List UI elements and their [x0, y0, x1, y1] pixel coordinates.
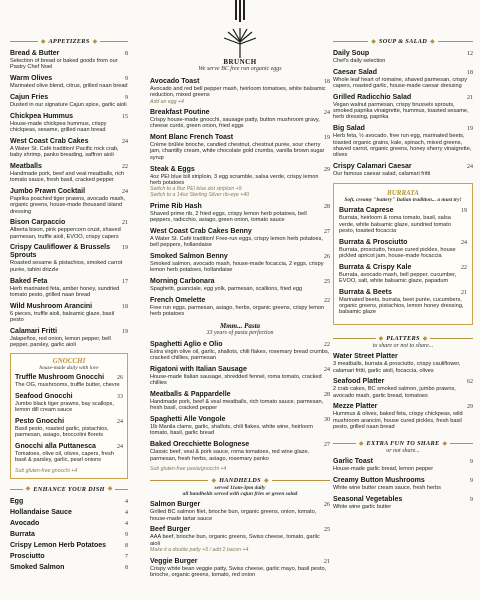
handhelds-subtitle: served 11am-3pm daily	[214, 485, 266, 492]
item-description: Tomatoes, olive oil, olives, capers, fresh basil & parsley, garlic, pearl onions	[15, 450, 114, 464]
menu-item	[10, 219, 128, 240]
burrata-list	[339, 207, 467, 315]
item-name: Jumbo Prawn Cocktail	[10, 187, 86, 195]
item-description: 2 crab cakes, BC smoked salmon, jumbo prawns, avocado mash, garlic bread, tomatoes	[333, 386, 456, 399]
item-price: 28	[324, 203, 330, 210]
item-description: Crispy white bean veggie patty, Swiss cheese, garlic mayo, basil pesto, brioche, organic greens, tomato, red onion	[150, 565, 327, 578]
item-price: 22	[324, 297, 330, 304]
item-description: House-made chickpea hummus, crispy chickpeas, sesame, grilled naan bread	[10, 120, 107, 133]
item-description: Roasted sesame & pistachios, smoked carrot purée, tahini drizzle	[10, 260, 123, 273]
item-description: A Water St. Café tradition! Pacific rock crab, baby shrimp, panko breading, saffron aioli	[10, 145, 119, 159]
item-name: Egg	[10, 497, 24, 505]
item-description: White wine butter cream sauce, fresh herbs	[333, 485, 441, 492]
item-price: 21	[467, 94, 473, 101]
menu-item	[150, 297, 330, 318]
item-name: Veggie Burger	[150, 557, 198, 565]
item-description: Classic beef, veal & pork sauce, roma tomatoes, red wine glaze, parmesan, fresh herbs, asiago, rosemary panko	[150, 449, 310, 462]
item-price: 29	[324, 166, 330, 173]
item-price: 12	[467, 51, 473, 57]
gnocchi-box	[10, 353, 128, 479]
menu-item	[150, 253, 330, 274]
menu-item	[15, 418, 123, 439]
item-description: Grilled BC salmon filet, brioche bun, organic greens, onion, tomato, house-made tartar sauce	[150, 509, 317, 522]
item-note: Make it a double patty +5 / add 2 bacon +4	[150, 547, 249, 553]
item-price: 4	[125, 498, 128, 505]
burrata-title: BURRATA	[387, 189, 419, 198]
extra-list	[333, 458, 473, 510]
item-description: Extra virgin olive oil, garlic, shallots, chili flakes, rosemary bread crumbs, cracked chillies, parmesan	[150, 348, 330, 362]
item-description: Hummus & olives, baked feta, crispy chickpeas, wild mushroom arancini, house cured pickles, fresh basil pesto, grilled naan bread	[333, 411, 463, 431]
item-description: House-made garlic bread, lemon pepper	[333, 466, 434, 473]
item-price: 19	[122, 328, 128, 335]
item-price: 24	[324, 110, 330, 117]
item-description: Chef's daily selection	[333, 58, 386, 64]
item-description: Selection of bread or baked goods from our Pastry Chef Noel	[10, 58, 118, 71]
item-note: Add an egg +4	[150, 98, 184, 105]
item-price: 9	[125, 531, 128, 538]
menu-item	[10, 542, 128, 550]
menu-item	[15, 443, 123, 464]
item-price: 24	[122, 188, 128, 195]
menu-item	[333, 50, 473, 64]
item-name: Seafood Platter	[333, 378, 385, 386]
item-note: Switch to a 14oz Sterling Silver rib-eye +40	[150, 192, 250, 199]
brunch-subtitle: We serve BC free run organic eggs	[198, 66, 282, 72]
menu-item	[10, 303, 128, 324]
extra-header: ◆ EXTRA FUN TO SHARE ◆	[333, 440, 473, 447]
gnocchi-subtitle: house-made daily with love	[39, 364, 99, 371]
menu-item	[339, 207, 467, 234]
item-price: 62	[467, 379, 473, 386]
item-description: White wine garlic butter	[333, 503, 392, 510]
menu-item	[10, 188, 128, 215]
menu-item	[333, 69, 473, 90]
item-name: Garlic Toast	[333, 458, 373, 466]
menu-item	[150, 501, 330, 522]
item-description: Burrata, heirloom & roma tomato, basil, salsa verde, white balsamic glaze, sundried tomato pesto, toasted focaccia	[339, 215, 451, 234]
item-description: A Water St. Café tradition! Free-run eggs, crispy lemon herb potatoes, bell peppers, hollandaise	[150, 235, 323, 249]
appetizers-title: APPETIZERS	[48, 38, 90, 45]
item-price: 27	[324, 442, 330, 449]
column-left	[10, 38, 128, 575]
menu-item	[150, 78, 330, 105]
menu-item	[333, 353, 473, 374]
item-price: 15	[122, 113, 128, 120]
item-price: 19	[122, 245, 128, 252]
menu-item	[333, 94, 473, 121]
column-right	[333, 38, 473, 515]
item-name: Chickpea Hummus	[10, 112, 74, 120]
item-name: Mont Blanc French Toast	[150, 134, 234, 142]
gnocchi-title: GNOCCHI	[52, 356, 86, 365]
item-price: 24	[122, 138, 128, 145]
menu-item	[10, 553, 128, 561]
item-name: Breakfast Poutine	[150, 109, 210, 117]
platters-list	[333, 353, 473, 430]
item-price: 9	[470, 459, 473, 466]
menu-item	[339, 239, 467, 260]
item-name: Big Salad	[333, 125, 365, 133]
item-name: Crispy Calamari Caesar	[333, 162, 412, 170]
item-description: Whole leaf heart of romaine, shaved parmesan, crispy capers, roasted garlic, house-made caesar dressing	[333, 76, 468, 90]
item-name: Morning Carbonara	[150, 277, 215, 285]
item-name: Burrata Caprese	[339, 207, 394, 215]
item-name: Warm Olives	[10, 75, 53, 83]
menu-item	[10, 113, 128, 134]
menu-item	[339, 264, 467, 285]
item-name: Mezze Platter	[333, 403, 378, 411]
item-price: 8	[125, 542, 128, 549]
menu-item	[150, 441, 330, 462]
item-name: Creamy Button Mushrooms	[333, 477, 425, 485]
menu-item	[333, 163, 473, 177]
menu-item	[10, 278, 128, 299]
platters-title: PLATTERS	[386, 335, 420, 343]
item-name: Crispy Cauliflower & Brussels Sprouts	[10, 244, 110, 260]
item-name: Smoked Salmon	[10, 563, 65, 571]
item-name: Calamari Fritti	[10, 327, 58, 335]
item-name: Bread & Butter	[10, 50, 60, 57]
item-description: House-made Italian sausage, shredded fennel, roma tomato, cracked chillies	[150, 373, 322, 387]
gnocchi-list	[15, 374, 123, 464]
item-name: Meatballs & Pappardelle	[150, 391, 231, 399]
item-price: 7	[125, 553, 128, 560]
item-description: Smoked salmon, avocado mash, house-made focaccia, 2 eggs, crispy lemon herb potatoes, hollandaise	[150, 260, 324, 274]
item-description: AAA beef, brioche bun, organic greens, Swiss cheese, tomato, garlic aioli	[150, 534, 320, 547]
item-name: French Omelette	[150, 296, 206, 304]
handhelds-list	[150, 501, 330, 578]
item-name: Salmon Burger	[150, 501, 201, 509]
menu-item	[150, 228, 330, 249]
handhelds-header: ◆ HANDHELDS ◆ served 11am-3pm daily all handhelds served with cajun fries or green salad	[150, 477, 330, 497]
item-price: 18	[324, 79, 330, 85]
extra-title: EXTRA FUN TO SHARE	[366, 440, 440, 448]
menu-item	[10, 75, 128, 89]
item-description: Jalapeños, red onion, lemon pepper, bell pepper, parsley, garlic aioli	[10, 335, 111, 349]
item-name: Prosciutto	[10, 552, 45, 560]
item-description: 3 meatballs, burrata & prosciutto, crispy cauliflower, calamari fritti, garlic aioli, focaccia, olives	[333, 361, 461, 374]
item-price: 21	[461, 289, 467, 296]
menu-item	[10, 531, 128, 539]
soup-list	[333, 50, 473, 177]
item-name: Seafood Gnocchi	[15, 392, 73, 400]
extra-subtitle: or not share...	[386, 448, 420, 455]
menu-item	[10, 564, 128, 572]
item-name: Rigatoni with Italian Sausage	[150, 365, 247, 373]
item-name: Water Street Platter	[333, 353, 398, 361]
item-description: Burrata, avocado mash, bell pepper, cucumber, EVOO, salt, white balsamic glaze, papadum	[339, 271, 457, 285]
menu-item	[339, 289, 467, 316]
item-price: 29	[467, 404, 473, 411]
burrata-box	[333, 183, 473, 325]
menu-item	[10, 509, 128, 517]
item-description: Crème brûlée brioche, candied chestnut, chestnut purée, sour cherry jam, chantilly cream, white chocolate gold crumbs, vanilla brown sugar syrup	[150, 142, 325, 161]
item-price: 19	[461, 208, 467, 215]
pasta-subtitle: 33 years of pasta perfection	[206, 329, 274, 336]
item-name: Burrata	[10, 530, 35, 538]
item-price: 26	[324, 502, 330, 509]
gnocchi-note: Sub gluten-free gnocchi +4	[15, 467, 78, 474]
item-description: Dusted in our signature Cajun spice, garlic aioli	[10, 101, 127, 108]
item-name: Seasonal Vegetables	[333, 495, 403, 503]
soup-title: SOUP & SALAD	[378, 38, 428, 45]
menu-item	[150, 341, 330, 362]
item-name: Meatballs	[10, 162, 42, 170]
item-name: Beef Burger	[150, 526, 191, 534]
item-description: 6 pieces, truffle aioli, balsamic glaze, basil pesto	[10, 310, 115, 323]
item-price: 25	[324, 278, 330, 285]
item-name: Cajun Fries	[10, 93, 49, 101]
item-price: 19	[467, 126, 473, 133]
item-name: Gnocchi alla Puttanesca	[15, 442, 96, 450]
item-price: 33	[117, 393, 123, 400]
pasta-list	[150, 341, 330, 462]
item-description: The OG, mushrooms, truffle butter, chevre	[15, 381, 120, 388]
item-description: Alberta bison, pink peppercorn crust, shaved parmesan, truffle aioli, EVOO, crispy capers	[10, 227, 121, 240]
menu-item	[333, 403, 473, 430]
item-price: 22	[461, 264, 467, 271]
item-price: 24	[461, 239, 467, 246]
logo-icon	[232, 0, 248, 22]
menu-item	[150, 558, 330, 579]
item-name: Daily Soup	[333, 50, 370, 57]
item-price: 28	[324, 392, 330, 399]
column-middle	[150, 28, 330, 583]
menu-item	[10, 138, 128, 159]
item-price: 17	[122, 278, 128, 285]
item-description: Avocado and red bell pepper mash, heirloom tomatoes, white balsamic reduction, mixed greens	[150, 86, 326, 99]
brunch-list	[150, 78, 330, 317]
menu-item	[10, 50, 128, 71]
item-name: West Coast Crab Cakes Benny	[150, 227, 252, 235]
item-description: 1lb Manila clams, garlic, shallots, chili flakes, white wine, heirloom tomato, basil, garlic bread	[150, 424, 313, 437]
item-description: Handmade pork, beef & veal meatballs, rich tomato sauce, parmesan, fresh basil, cracked pepper	[150, 399, 324, 412]
appetizers-header: ◆ APPETIZERS ◆	[10, 38, 128, 45]
item-price: 9	[470, 478, 473, 485]
item-name: Wild Mushroom Arancini	[10, 302, 93, 310]
item-name: Spaghetti Aglio e Olio	[150, 340, 223, 348]
pasta-title: Mmm... Pasta	[219, 321, 261, 330]
item-price: 4	[125, 520, 128, 527]
menu-item	[333, 477, 473, 491]
menu-item	[10, 520, 128, 528]
item-name: Grilled Radicchio Salad	[333, 93, 412, 101]
item-description: Vegan walnut parmesan, crispy brussels sprouts, smoked paprika vinaigrette, hummus, toasted sesame, herb dressing, paprika	[333, 101, 469, 121]
item-price: 19	[324, 135, 330, 142]
item-name: Spaghetti Alle Vongole	[150, 416, 226, 424]
item-name: Baked Feta	[10, 277, 48, 285]
menu-item	[333, 378, 473, 399]
menu-item	[333, 458, 473, 472]
item-price: 18	[467, 69, 473, 76]
item-price: 18	[122, 303, 128, 310]
menu-item	[10, 244, 128, 273]
item-description: Spaghetti, guanciale, egg yolk, parmesan, scallions, fried egg	[150, 285, 303, 292]
item-name: Pesto Gnocchi	[15, 417, 65, 425]
item-name: Avocado Toast	[150, 78, 200, 85]
item-price: 30	[324, 417, 330, 424]
platters-header: ◆ PLATTERS ◆	[333, 335, 473, 342]
item-description: Marinated olive blend, citrus, grilled naan bread	[10, 83, 128, 90]
burrata-subtitle: Soft, creamy "buttery" Italian tradition... a must try!	[344, 197, 462, 204]
menu-item	[10, 163, 128, 184]
enhance-header: ◆ ENHANCE YOUR DISH ◆	[10, 486, 128, 493]
item-price: 27	[324, 228, 330, 235]
item-name: Burrata & Beets	[339, 288, 392, 296]
item-name: Bison Carpaccio	[10, 219, 66, 227]
pasta-header	[150, 322, 330, 336]
item-name: Burrata & Crispy Kale	[339, 263, 412, 271]
item-name: Avocado	[10, 519, 40, 527]
item-name: Crispy Lemon Herb Potatoes	[10, 541, 107, 549]
item-description: Free run eggs, parmesan, asiago, herbs, organic greens, crispy lemon herb potatoes	[150, 304, 325, 318]
item-note: Switch to a 8oz PEI blue dot striploin +9	[150, 186, 242, 193]
item-name: Prime Rib Hash	[150, 202, 202, 210]
item-name: Caesar Salad	[333, 68, 377, 76]
menu-item	[150, 134, 330, 161]
soup-header: ◆ SOUP & SALAD ◆	[333, 38, 473, 45]
handhelds-title: HANDHELDS	[219, 477, 261, 485]
item-price: 24	[324, 366, 330, 373]
menu-item	[15, 374, 123, 388]
item-description: Shaved prime rib, 2 fried eggs, crispy lemon herb potatoes, bell peppers, radicchio, asiago, green onion, tomato sauce	[150, 210, 307, 223]
item-price: 22	[324, 341, 330, 348]
item-price: 9	[125, 76, 128, 83]
menu-item	[10, 498, 128, 506]
item-name: West Coast Crab Cakes	[10, 137, 89, 145]
item-description: Burrata, prosciutto, house cured pickles, house pickled apricot jam, house-made focaccia	[339, 246, 456, 259]
menu-item	[150, 526, 330, 553]
item-price: 24	[467, 163, 473, 170]
item-description: Marinated beets, burrata, beet purée, cucumbers, organic greens, pistachios, lemon honey dressing, balsamic glaze	[339, 296, 464, 316]
item-price: 25	[324, 527, 330, 534]
item-price: 9	[125, 94, 128, 101]
item-price: 21	[122, 220, 128, 227]
appetizers-list	[10, 50, 128, 348]
enhance-title: ENHANCE YOUR DISH	[33, 485, 105, 493]
palm-icon	[150, 28, 330, 58]
handhelds-subtitle2: all handhelds served with cajun fries or green salad	[182, 491, 298, 498]
menu-item	[333, 125, 473, 158]
platters-subtitle: to share or not to share...	[372, 343, 434, 350]
menu-item	[150, 366, 330, 387]
pasta-note: Sub gluten-free pasta/gnocchi +4	[150, 466, 227, 473]
menu-item	[333, 496, 473, 510]
item-price: 4	[125, 509, 128, 516]
menu-item	[10, 328, 128, 349]
menu-item	[150, 278, 330, 292]
item-name: Baked Orecchiette Bolognese	[150, 441, 250, 449]
menu-item	[150, 166, 330, 199]
item-description: Herb feta, ½ avocado, free run egg, marinated beets, toasted organic grains, kale, spinach, mixed greens, shaved carrot, organic greens, honey sherry vinaigrette, olives	[333, 133, 472, 159]
menu-item	[15, 393, 123, 414]
menu-item	[150, 416, 330, 437]
item-price: 8	[125, 51, 128, 57]
item-price: 9	[470, 496, 473, 503]
item-price: 22	[122, 163, 128, 170]
item-description: Our famous caesar salad, calamari fritti	[333, 170, 431, 177]
item-price: 26	[324, 253, 330, 260]
menu-item	[150, 109, 330, 130]
item-description: Crispy house-made gnocchi, sausage patty, button mushroom gravy, cheese curds, green onion, fried eggs	[150, 117, 320, 130]
item-name: Smoked Salmon Benny	[150, 252, 228, 260]
item-price: 24	[117, 418, 123, 425]
item-name: Truffle Mushroom Gnocchi	[15, 373, 105, 381]
item-price: 8	[125, 564, 128, 571]
menu-item	[10, 94, 128, 108]
enhance-list	[10, 498, 128, 572]
item-price: 21	[324, 558, 330, 565]
item-description: Basil pesto, roasted garlic, pistachios, parmesan, asiago, broccolini florets	[15, 425, 109, 439]
brunch-title: BRUNCH	[223, 58, 257, 66]
item-description: 4oz PEI blue bill striploin, 3 egg scramble, salsa verde, crispy lemon herb potatoes	[150, 173, 319, 186]
menu-item	[150, 391, 330, 412]
item-name: Steak & Eggs	[150, 165, 195, 173]
item-price: 26	[117, 374, 123, 381]
item-name: Burrata & Prosciutto	[339, 238, 408, 246]
item-description: Herb marinated feta, amber honey, sundried tomato pesto, grilled naan bread	[10, 285, 120, 298]
menu-item	[150, 203, 330, 224]
item-description: Paprika poached tiger prawns, avocado mash, organic greens, house-made thousand island dressing	[10, 195, 126, 215]
item-price: 24	[117, 443, 123, 450]
item-name: Hollandaise Sauce	[10, 508, 72, 516]
item-description: Jumbo black tiger prawns, bay scallops, lemon dill cream sauce	[15, 400, 114, 413]
item-description: Handmade pork, beef and veal meatballs, rich tomato sauce, fresh basil, cracked pepper	[10, 170, 125, 184]
